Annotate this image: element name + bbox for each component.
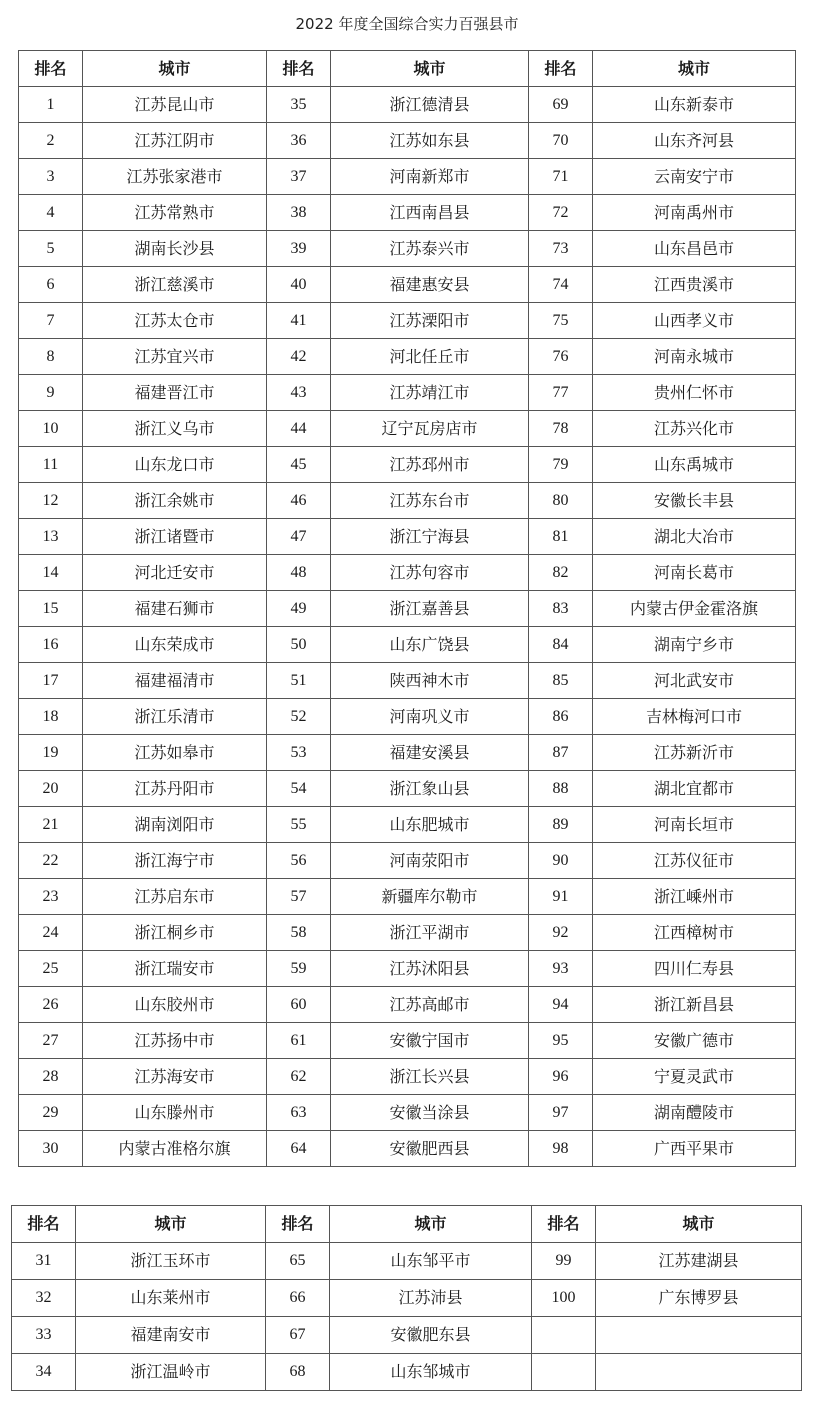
rank-cell: 63 <box>267 1095 331 1131</box>
city-cell: 安徽肥东县 <box>330 1317 532 1354</box>
city-cell: 浙江瑞安市 <box>83 951 267 987</box>
rank-cell: 18 <box>19 699 83 735</box>
ranking-table-continued <box>11 1205 802 1391</box>
rank-cell: 25 <box>19 951 83 987</box>
city-cell: 浙江诸暨市 <box>83 519 267 555</box>
city-cell: 江苏靖江市 <box>331 375 529 411</box>
ranking-table-main <box>18 50 796 1167</box>
table-row <box>19 987 796 1023</box>
rank-cell: 75 <box>529 303 593 339</box>
rank-cell: 39 <box>267 231 331 267</box>
table-row <box>12 1243 802 1280</box>
rank-cell: 3 <box>19 159 83 195</box>
rank-cell: 66 <box>266 1280 330 1317</box>
table-row <box>19 1131 796 1167</box>
rank-cell: 20 <box>19 771 83 807</box>
rank-cell: 53 <box>267 735 331 771</box>
rank-cell: 64 <box>267 1131 331 1167</box>
table-row <box>19 663 796 699</box>
city-cell: 山东肥城市 <box>331 807 529 843</box>
city-cell: 河南荥阳市 <box>331 843 529 879</box>
city-cell: 河北任丘市 <box>331 339 529 375</box>
rank-cell: 38 <box>267 195 331 231</box>
city-cell: 湖南浏阳市 <box>83 807 267 843</box>
table-header-row <box>19 51 796 87</box>
city-cell: 浙江桐乡市 <box>83 915 267 951</box>
rank-cell: 46 <box>267 483 331 519</box>
table-row <box>19 807 796 843</box>
rank-cell: 7 <box>19 303 83 339</box>
table-row <box>19 591 796 627</box>
rank-cell: 49 <box>267 591 331 627</box>
city-cell: 浙江慈溪市 <box>83 267 267 303</box>
rank-cell: 14 <box>19 555 83 591</box>
city-cell: 山东新泰市 <box>593 87 796 123</box>
city-header: 城市 <box>593 51 796 87</box>
city-cell: 广东博罗县 <box>596 1280 802 1317</box>
city-cell: 江苏高邮市 <box>331 987 529 1023</box>
rank-cell: 54 <box>267 771 331 807</box>
city-cell: 江苏建湖县 <box>596 1243 802 1280</box>
table-row <box>19 1095 796 1131</box>
rank-cell: 16 <box>19 627 83 663</box>
table-row <box>19 483 796 519</box>
city-cell: 河南新郑市 <box>331 159 529 195</box>
city-cell: 浙江象山县 <box>331 771 529 807</box>
city-cell: 浙江义乌市 <box>83 411 267 447</box>
city-header: 城市 <box>596 1206 802 1243</box>
city-cell: 江苏沛县 <box>330 1280 532 1317</box>
rank-cell: 94 <box>529 987 593 1023</box>
city-cell: 湖北宜都市 <box>593 771 796 807</box>
rank-cell: 96 <box>529 1059 593 1095</box>
rank-header: 排名 <box>19 51 83 87</box>
rank-cell: 42 <box>267 339 331 375</box>
rank-cell: 56 <box>267 843 331 879</box>
city-cell: 山东邹平市 <box>330 1243 532 1280</box>
rank-cell: 86 <box>529 699 593 735</box>
rank-cell: 55 <box>267 807 331 843</box>
rank-cell: 43 <box>267 375 331 411</box>
rank-cell: 5 <box>19 231 83 267</box>
table-row <box>19 267 796 303</box>
city-cell: 河北武安市 <box>593 663 796 699</box>
table-row <box>19 159 796 195</box>
city-cell: 山东滕州市 <box>83 1095 267 1131</box>
city-cell <box>596 1354 802 1391</box>
rank-cell: 34 <box>12 1354 76 1391</box>
rank-cell: 88 <box>529 771 593 807</box>
rank-cell: 23 <box>19 879 83 915</box>
rank-cell: 15 <box>19 591 83 627</box>
city-cell: 江苏溧阳市 <box>331 303 529 339</box>
city-cell: 江苏邳州市 <box>331 447 529 483</box>
city-cell: 江苏丹阳市 <box>83 771 267 807</box>
city-cell: 河南长垣市 <box>593 807 796 843</box>
city-cell: 江苏海安市 <box>83 1059 267 1095</box>
city-cell: 新疆库尔勒市 <box>331 879 529 915</box>
table-row <box>19 627 796 663</box>
rank-header: 排名 <box>532 1206 596 1243</box>
table-row <box>19 699 796 735</box>
city-cell: 浙江新昌县 <box>593 987 796 1023</box>
rank-cell: 19 <box>19 735 83 771</box>
city-cell: 江苏仪征市 <box>593 843 796 879</box>
rank-cell: 32 <box>12 1280 76 1317</box>
rank-cell: 93 <box>529 951 593 987</box>
rank-cell: 52 <box>267 699 331 735</box>
rank-cell: 65 <box>266 1243 330 1280</box>
city-header: 城市 <box>331 51 529 87</box>
city-header: 城市 <box>76 1206 266 1243</box>
table-row <box>19 771 796 807</box>
table-row <box>19 231 796 267</box>
city-cell: 山东禹城市 <box>593 447 796 483</box>
rank-cell: 13 <box>19 519 83 555</box>
city-cell: 安徽宁国市 <box>331 1023 529 1059</box>
city-cell: 河南巩义市 <box>331 699 529 735</box>
rank-cell: 87 <box>529 735 593 771</box>
rank-cell: 9 <box>19 375 83 411</box>
rank-cell: 8 <box>19 339 83 375</box>
rank-cell: 58 <box>267 915 331 951</box>
rank-cell: 41 <box>267 303 331 339</box>
table-row <box>19 303 796 339</box>
city-cell: 江苏张家港市 <box>83 159 267 195</box>
table-row <box>19 735 796 771</box>
city-cell: 宁夏灵武市 <box>593 1059 796 1095</box>
city-cell: 安徽广德市 <box>593 1023 796 1059</box>
rank-cell: 78 <box>529 411 593 447</box>
table-row <box>19 195 796 231</box>
city-cell: 贵州仁怀市 <box>593 375 796 411</box>
rank-cell: 26 <box>19 987 83 1023</box>
rank-cell: 85 <box>529 663 593 699</box>
rank-cell: 74 <box>529 267 593 303</box>
city-cell: 山东胶州市 <box>83 987 267 1023</box>
table-row <box>19 1023 796 1059</box>
rank-cell: 35 <box>267 87 331 123</box>
city-cell: 河南禹州市 <box>593 195 796 231</box>
city-cell: 山东齐河县 <box>593 123 796 159</box>
table-row <box>19 951 796 987</box>
city-cell: 云南安宁市 <box>593 159 796 195</box>
rank-cell: 6 <box>19 267 83 303</box>
rank-cell: 82 <box>529 555 593 591</box>
rank-cell: 97 <box>529 1095 593 1131</box>
city-cell: 福建晋江市 <box>83 375 267 411</box>
rank-cell: 100 <box>532 1280 596 1317</box>
rank-cell: 60 <box>267 987 331 1023</box>
city-cell: 江西樟树市 <box>593 915 796 951</box>
city-cell: 辽宁瓦房店市 <box>331 411 529 447</box>
rank-cell: 47 <box>267 519 331 555</box>
rank-cell: 80 <box>529 483 593 519</box>
table-row <box>19 447 796 483</box>
rank-cell: 50 <box>267 627 331 663</box>
city-cell: 江苏东台市 <box>331 483 529 519</box>
table-row <box>19 519 796 555</box>
city-cell: 河南长葛市 <box>593 555 796 591</box>
rank-cell: 69 <box>529 87 593 123</box>
city-cell: 湖南醴陵市 <box>593 1095 796 1131</box>
table-row <box>12 1280 802 1317</box>
rank-cell: 68 <box>266 1354 330 1391</box>
city-cell: 湖北大冶市 <box>593 519 796 555</box>
rank-cell: 29 <box>19 1095 83 1131</box>
rank-cell: 95 <box>529 1023 593 1059</box>
rank-cell: 33 <box>12 1317 76 1354</box>
city-cell <box>596 1317 802 1354</box>
city-cell: 安徽长丰县 <box>593 483 796 519</box>
rank-cell: 57 <box>267 879 331 915</box>
city-cell: 江西贵溪市 <box>593 267 796 303</box>
city-cell: 江苏太仓市 <box>83 303 267 339</box>
page-title: 2022 年度全国综合实力百强县市 <box>295 15 519 33</box>
rank-cell: 48 <box>267 555 331 591</box>
table-row <box>19 375 796 411</box>
table-row <box>19 1059 796 1095</box>
rank-cell: 92 <box>529 915 593 951</box>
city-cell: 江苏如东县 <box>331 123 529 159</box>
table-row <box>19 339 796 375</box>
rank-cell: 72 <box>529 195 593 231</box>
city-cell: 浙江余姚市 <box>83 483 267 519</box>
city-cell: 浙江嵊州市 <box>593 879 796 915</box>
city-cell: 福建福清市 <box>83 663 267 699</box>
city-cell: 浙江德清县 <box>331 87 529 123</box>
rank-cell: 77 <box>529 375 593 411</box>
rank-cell: 12 <box>19 483 83 519</box>
rank-cell: 37 <box>267 159 331 195</box>
table-row <box>19 843 796 879</box>
table-row <box>19 915 796 951</box>
rank-cell: 28 <box>19 1059 83 1095</box>
table-row <box>19 87 796 123</box>
city-cell: 内蒙古伊金霍洛旗 <box>593 591 796 627</box>
table-row <box>12 1354 802 1391</box>
rank-cell: 71 <box>529 159 593 195</box>
rank-cell: 36 <box>267 123 331 159</box>
rank-cell <box>532 1317 596 1354</box>
city-cell: 江苏启东市 <box>83 879 267 915</box>
city-cell: 山东龙口市 <box>83 447 267 483</box>
rank-cell: 11 <box>19 447 83 483</box>
city-cell: 江苏昆山市 <box>83 87 267 123</box>
rank-cell: 89 <box>529 807 593 843</box>
rank-cell: 59 <box>267 951 331 987</box>
table-row <box>19 123 796 159</box>
rank-cell: 4 <box>19 195 83 231</box>
table-row <box>12 1317 802 1354</box>
city-cell: 江苏句容市 <box>331 555 529 591</box>
city-cell: 吉林梅河口市 <box>593 699 796 735</box>
city-cell: 江苏宜兴市 <box>83 339 267 375</box>
city-cell: 广西平果市 <box>593 1131 796 1167</box>
city-cell: 陕西神木市 <box>331 663 529 699</box>
rank-cell: 61 <box>267 1023 331 1059</box>
city-cell: 浙江嘉善县 <box>331 591 529 627</box>
rank-cell: 81 <box>529 519 593 555</box>
city-cell: 山东莱州市 <box>76 1280 266 1317</box>
city-cell: 浙江平湖市 <box>331 915 529 951</box>
rank-cell: 24 <box>19 915 83 951</box>
rank-cell: 73 <box>529 231 593 267</box>
city-cell: 浙江宁海县 <box>331 519 529 555</box>
rank-cell: 40 <box>267 267 331 303</box>
city-cell: 江苏常熟市 <box>83 195 267 231</box>
rank-cell: 31 <box>12 1243 76 1280</box>
rank-cell: 27 <box>19 1023 83 1059</box>
city-cell: 浙江玉环市 <box>76 1243 266 1280</box>
city-cell: 江苏江阴市 <box>83 123 267 159</box>
city-cell: 江苏兴化市 <box>593 411 796 447</box>
city-cell: 浙江乐清市 <box>83 699 267 735</box>
rank-cell <box>532 1354 596 1391</box>
city-cell: 山东昌邑市 <box>593 231 796 267</box>
rank-cell: 1 <box>19 87 83 123</box>
rank-cell: 17 <box>19 663 83 699</box>
city-cell: 江苏泰兴市 <box>331 231 529 267</box>
city-cell: 内蒙古准格尔旗 <box>83 1131 267 1167</box>
city-cell: 山东荣成市 <box>83 627 267 663</box>
city-cell: 安徽当涂县 <box>331 1095 529 1131</box>
city-cell: 四川仁寿县 <box>593 951 796 987</box>
city-cell: 山东邹城市 <box>330 1354 532 1391</box>
table-row <box>19 555 796 591</box>
city-header: 城市 <box>83 51 267 87</box>
city-cell: 江苏新沂市 <box>593 735 796 771</box>
city-cell: 山东广饶县 <box>331 627 529 663</box>
city-cell: 江苏沭阳县 <box>331 951 529 987</box>
rank-cell: 79 <box>529 447 593 483</box>
rank-cell: 44 <box>267 411 331 447</box>
city-cell: 浙江长兴县 <box>331 1059 529 1095</box>
rank-cell: 84 <box>529 627 593 663</box>
rank-cell: 99 <box>532 1243 596 1280</box>
rank-cell: 21 <box>19 807 83 843</box>
rank-cell: 51 <box>267 663 331 699</box>
rank-header: 排名 <box>12 1206 76 1243</box>
rank-cell: 90 <box>529 843 593 879</box>
rank-cell: 62 <box>267 1059 331 1095</box>
city-cell: 福建南安市 <box>76 1317 266 1354</box>
rank-header: 排名 <box>267 51 331 87</box>
city-cell: 浙江温岭市 <box>76 1354 266 1391</box>
rank-header: 排名 <box>529 51 593 87</box>
rank-cell: 45 <box>267 447 331 483</box>
city-cell: 浙江海宁市 <box>83 843 267 879</box>
city-cell: 江苏扬中市 <box>83 1023 267 1059</box>
rank-cell: 83 <box>529 591 593 627</box>
city-cell: 河北迁安市 <box>83 555 267 591</box>
city-cell: 山西孝义市 <box>593 303 796 339</box>
rank-cell: 67 <box>266 1317 330 1354</box>
city-cell: 安徽肥西县 <box>331 1131 529 1167</box>
city-cell: 江西南昌县 <box>331 195 529 231</box>
city-cell: 福建安溪县 <box>331 735 529 771</box>
city-cell: 湖南宁乡市 <box>593 627 796 663</box>
rank-header: 排名 <box>266 1206 330 1243</box>
rank-cell: 30 <box>19 1131 83 1167</box>
rank-cell: 76 <box>529 339 593 375</box>
rank-cell: 91 <box>529 879 593 915</box>
city-cell: 福建惠安县 <box>331 267 529 303</box>
table-header-row <box>12 1206 802 1243</box>
rank-cell: 70 <box>529 123 593 159</box>
city-cell: 福建石狮市 <box>83 591 267 627</box>
table-row <box>19 879 796 915</box>
rank-cell: 98 <box>529 1131 593 1167</box>
city-cell: 湖南长沙县 <box>83 231 267 267</box>
city-cell: 河南永城市 <box>593 339 796 375</box>
rank-cell: 10 <box>19 411 83 447</box>
city-header: 城市 <box>330 1206 532 1243</box>
rank-cell: 22 <box>19 843 83 879</box>
table-row <box>19 411 796 447</box>
rank-cell: 2 <box>19 123 83 159</box>
city-cell: 江苏如皋市 <box>83 735 267 771</box>
